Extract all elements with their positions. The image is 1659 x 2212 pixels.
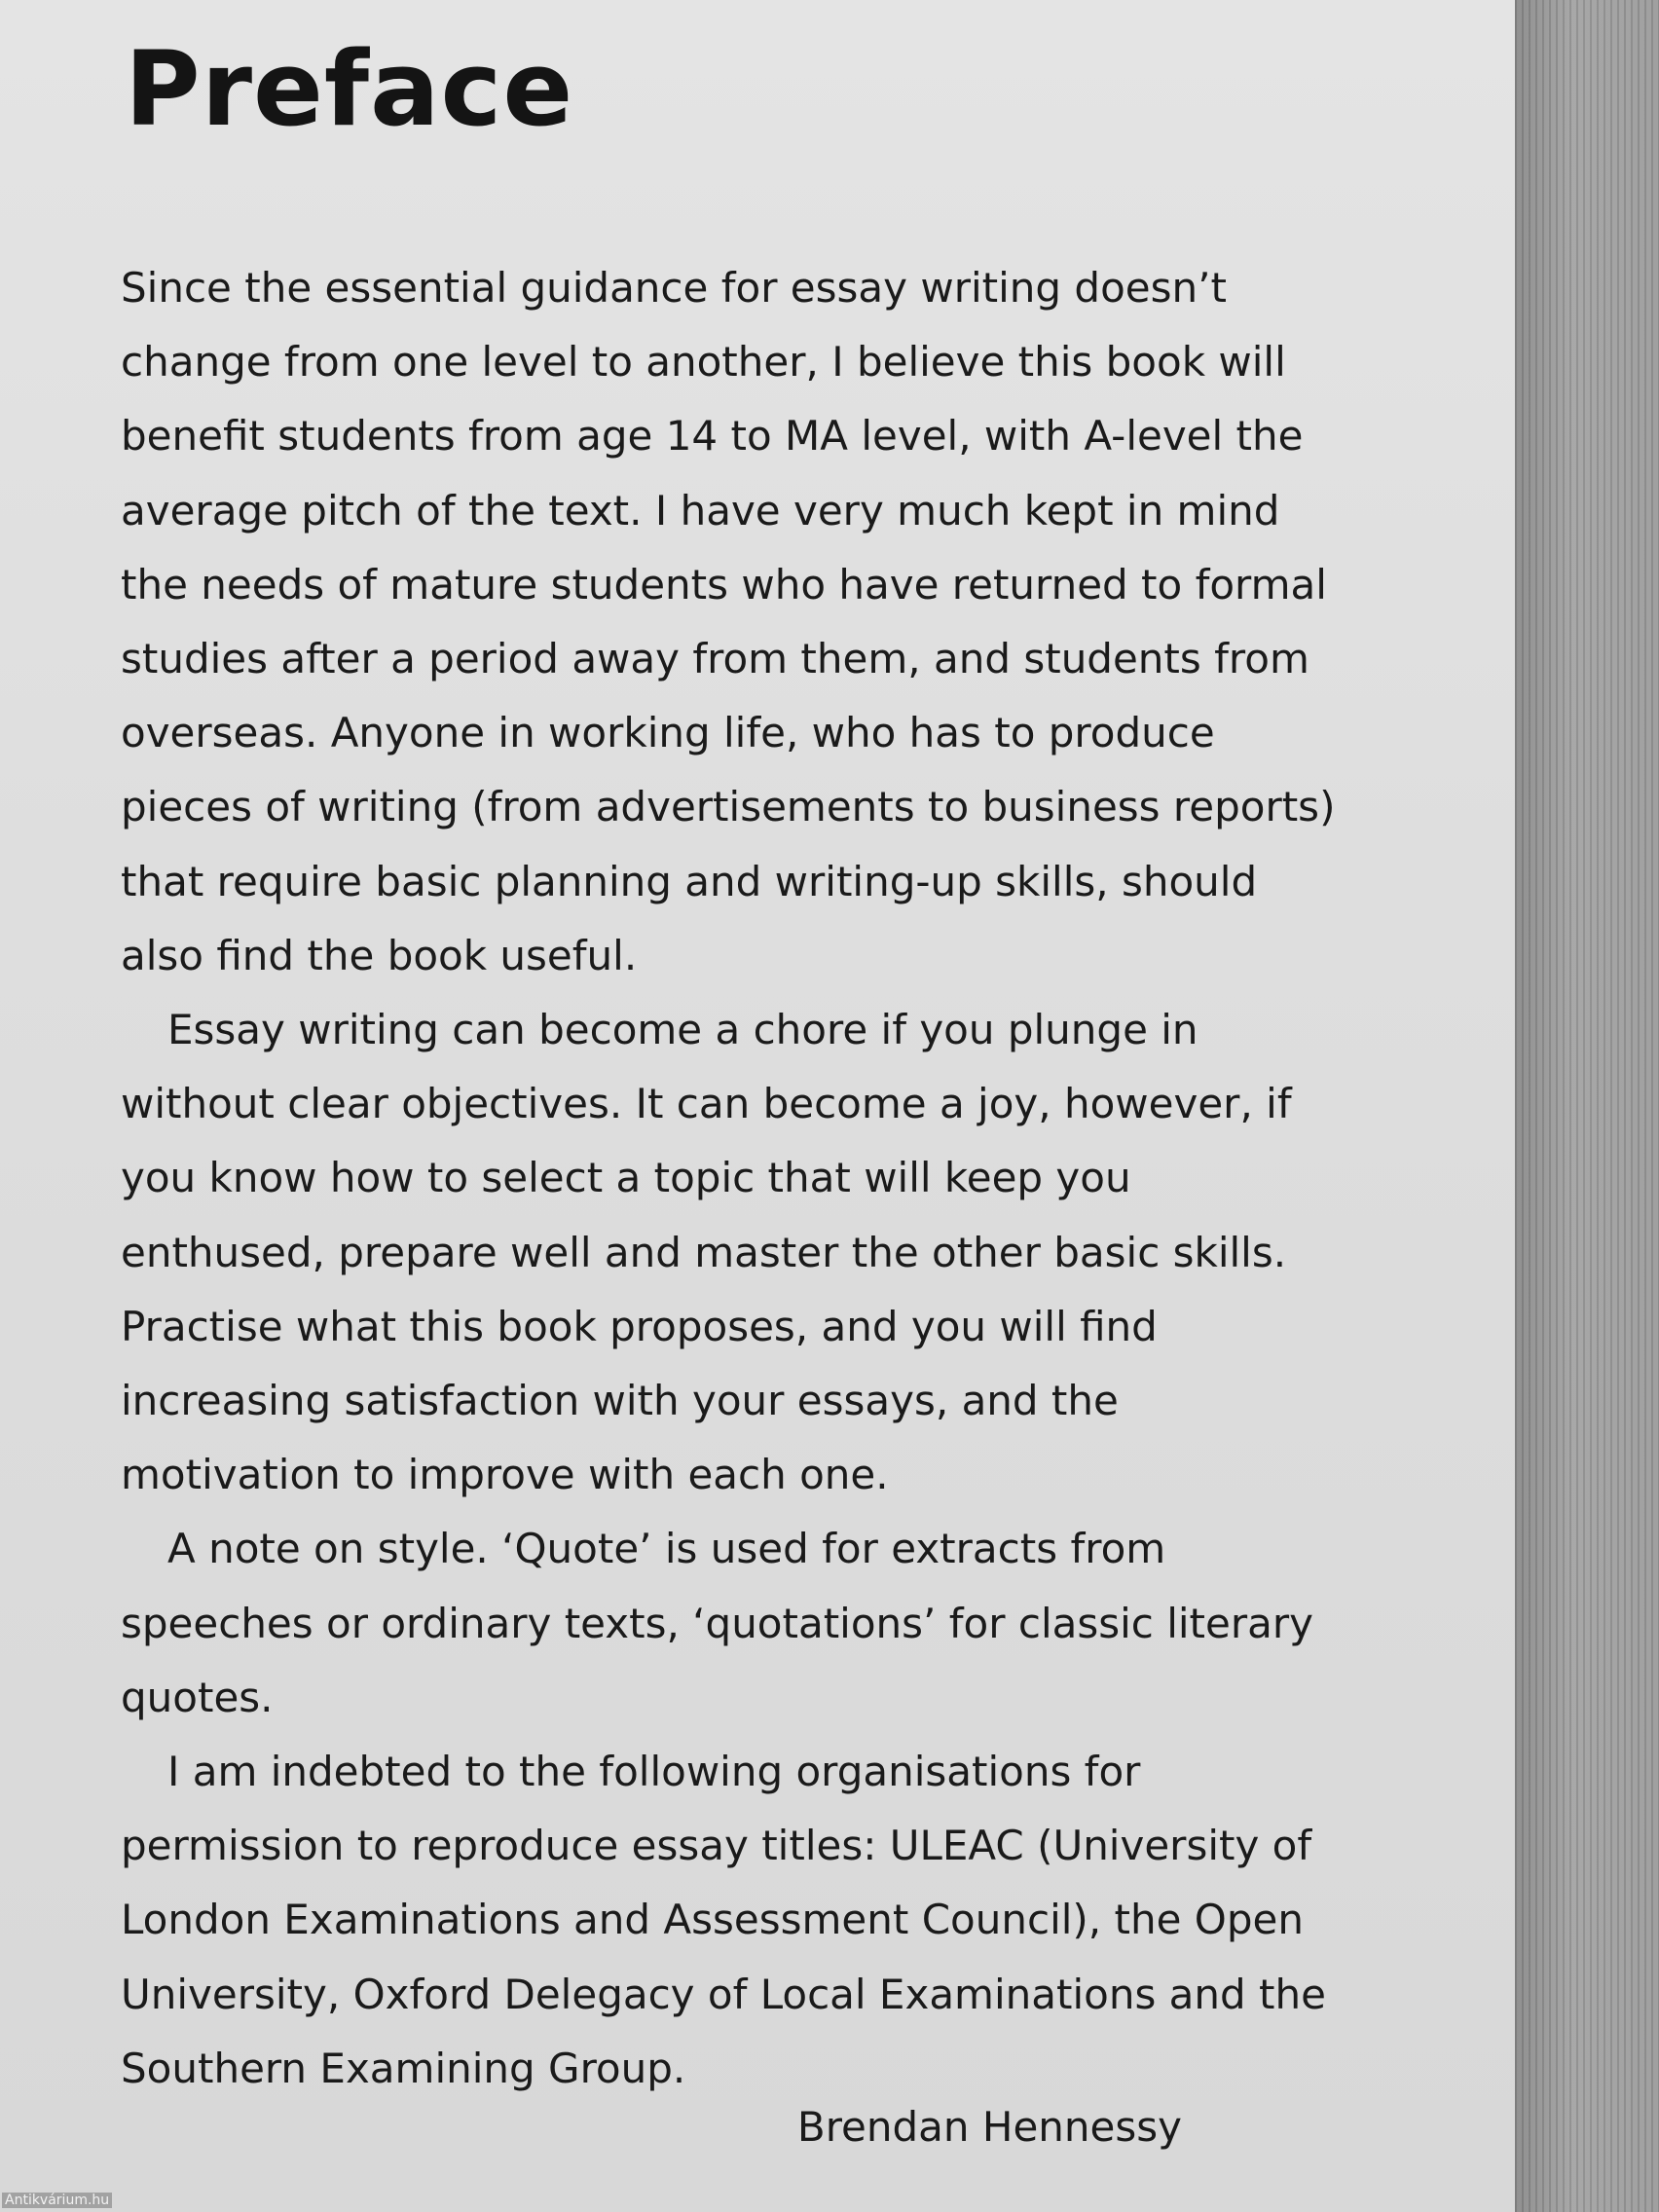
- page-edge-shadow: [1515, 0, 1659, 2212]
- paragraph-3: A note on style. ‘Quote’ is used for extracts from speeches or ordinary texts, ‘quotations’ for classic literary quotes.: [121, 1525, 1313, 1721]
- watermark-label: Antikvárium.hu: [2, 2193, 112, 2208]
- author-signature: Brendan Hennessy: [796, 2103, 1182, 2151]
- paragraph-1: Since the essential guidance for essay writing doesn’t change from one level to another, I believe this book will benefit students from age 14 to MA level, with A-level the average pitch of the text. I have very much kept in mind the needs of mature students who have returned to formal studies after a period away from them, and students from overseas. Anyone in working life, who has to produce pieces of writing (from advertisements to business reports) that require basic planning and writing-up skills, should also find the book useful.: [121, 264, 1336, 979]
- preface-body: [121, 251, 1347, 2106]
- paragraph-2: Essay writing can become a chore if you plunge in without clear objectives. It can become a joy, however, if you know how to select a topic that will keep you enthused, prepare well and master the other basic skills. Practise what this book proposes, and you will find increasing satisfaction with your essays, and the motivation to improve with each one.: [121, 1006, 1292, 1499]
- page-title: Preface: [125, 29, 574, 149]
- paragraph-4: I am indebted to the following organisations for permission to reproduce essay titles: ULEAC (University of London Examinations and Assessment Council), the Open University, Oxford Delegacy of Local Examinations and the Southern Examining Group.: [121, 1748, 1326, 2092]
